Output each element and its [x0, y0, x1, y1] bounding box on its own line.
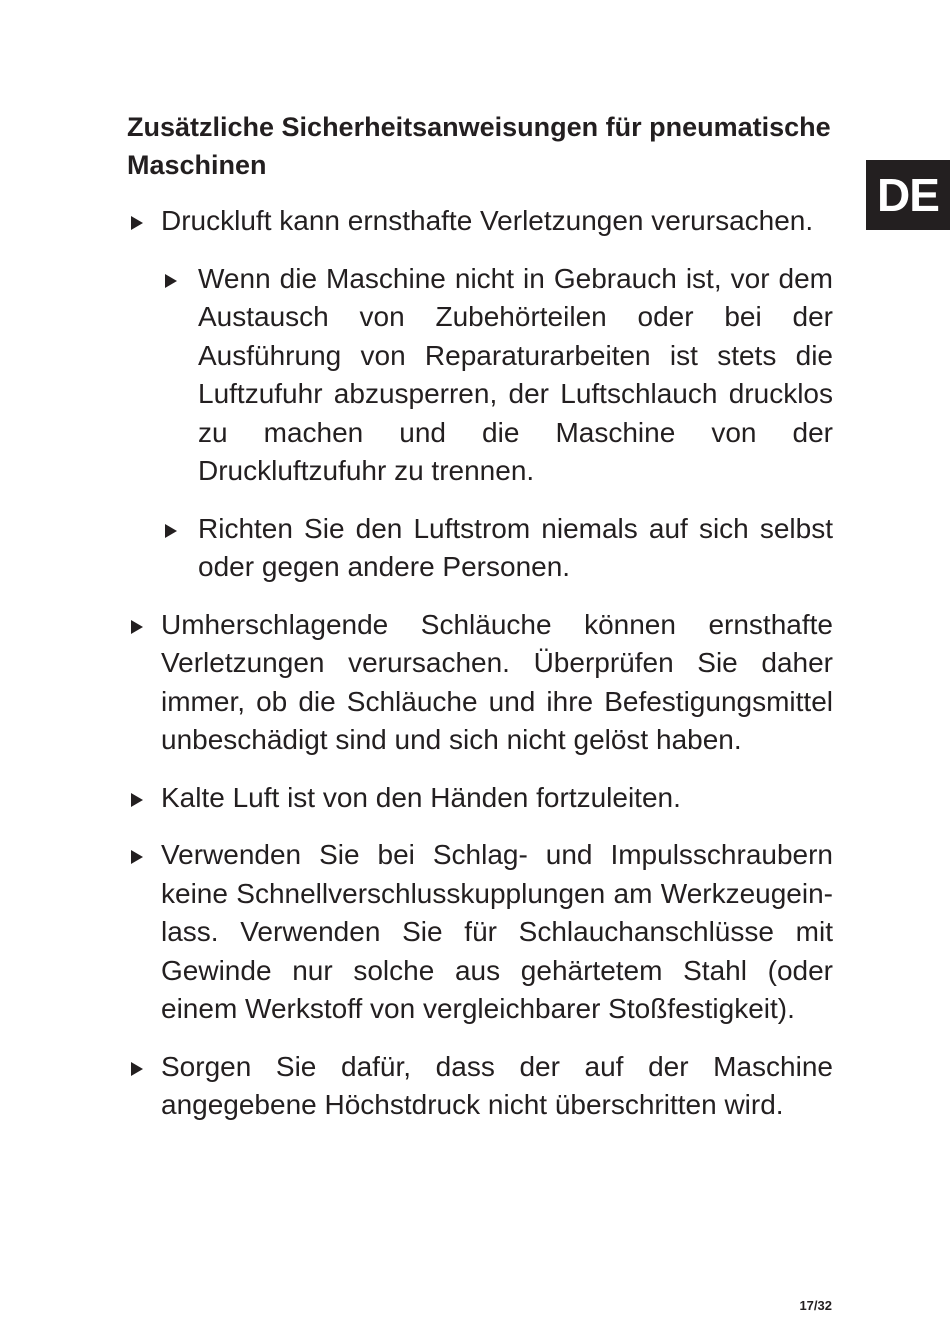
list-item [127, 779, 833, 818]
triangle-bullet-icon [131, 216, 143, 230]
list-item-text: Kalte Luft ist von den Händen fortzuleiten. [161, 781, 681, 813]
list-item [127, 836, 833, 1029]
list-item-text: Druckluft kann ernsthafte Verletzungen verursachen. [161, 205, 814, 236]
language-tab: DE [866, 160, 950, 230]
triangle-bullet-icon [131, 850, 143, 864]
triangle-bullet-icon [165, 274, 177, 288]
triangle-bullet-icon [131, 620, 143, 634]
sub-list-item-text: Richten Sie den Luftstrom niemals auf sich selbst oder gegen andere Personen. [198, 512, 833, 582]
list-item-text: Verwenden Sie bei Schlag- und Impulsschraubern keine Schnellverschlusskupplungen am Werkzeugein-lass. Verwenden Sie für Schlauchanschlüsse mit Gewinde nur solche aus gehärtetem Stahl (oder einem Werkstoff von vergleichbarer Stoßfestigkeit). [161, 839, 833, 1024]
sub-list-item [161, 260, 833, 491]
page-number: 17/32 [799, 1298, 832, 1313]
list-item-text: Umherschlagende Schläuche können ernsthafte Verletzungen verursachen. Überprüfen Sie daher immer, ob die Schläuche und ihre Befestigungsmittel unbeschädigt sind und sich nicht gelöst haben. [161, 608, 833, 755]
triangle-bullet-icon [131, 793, 143, 807]
list-item-text: Sorgen Sie dafür, dass der auf der Maschine angegebene Höchstdruck nicht überschritten wird. [161, 1050, 833, 1120]
sub-list-item [161, 510, 833, 587]
sub-instruction-list [161, 260, 833, 587]
safety-instruction-list [127, 202, 833, 1144]
sub-list-item-text: Wenn die Maschine nicht in Gebrauch ist, vor dem Austausch von Zubehörteilen oder bei der Ausführung von Reparaturarbeiten ist stets die Luftzufuhr abzusperren, der Luftschlauch drucklos zu machen und die Maschine von der Druckluftzufuhr zu trennen. [198, 262, 833, 486]
list-item [127, 606, 833, 760]
list-item [127, 1048, 833, 1125]
list-item [127, 202, 833, 587]
section-heading: Zusätzliche Sicherheitsanweisungen für pneumatische Maschinen [127, 112, 831, 180]
triangle-bullet-icon [131, 1062, 143, 1076]
triangle-bullet-icon [165, 524, 177, 538]
